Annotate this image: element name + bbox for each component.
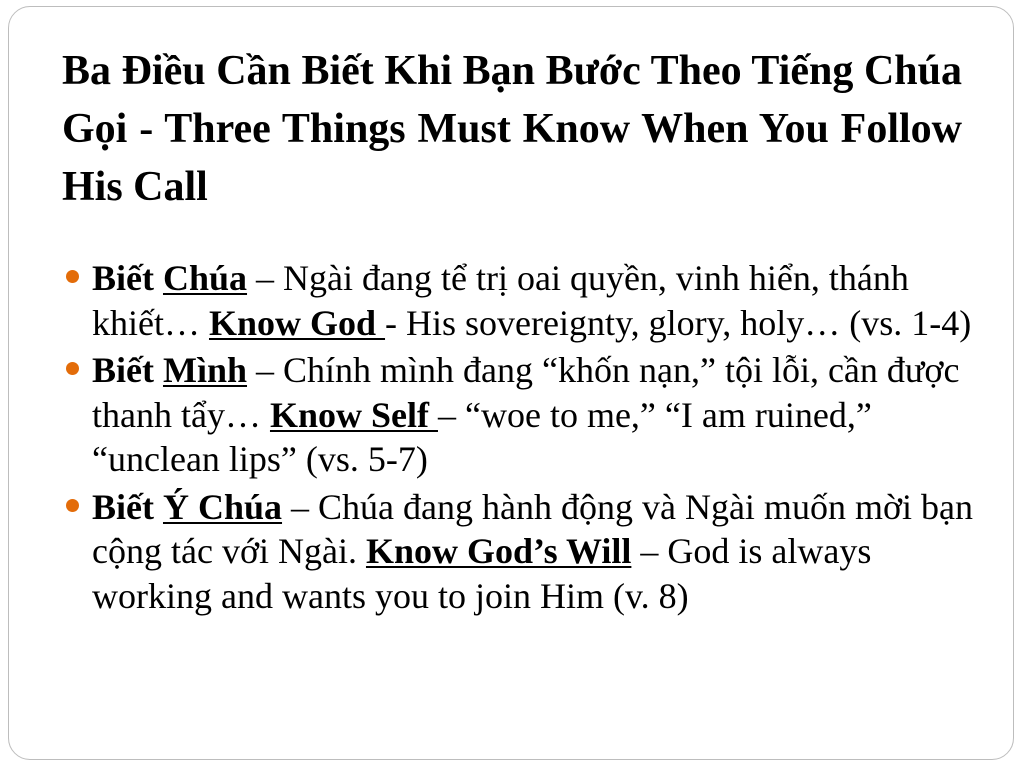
- bullet-keyword: Mình: [162, 350, 248, 390]
- bullet-dot-icon: [66, 499, 79, 512]
- bullet-keyword-en: Know God: [208, 302, 386, 343]
- bullet-keyword: Ý Chúa: [162, 486, 283, 527]
- bullet-list: [66, 256, 998, 621]
- bullet-lead: Biết: [92, 486, 163, 527]
- bullet-text-vi: – Chúa đang hành động và Ngài muốn mời bạn cộng tác với Ngài.: [92, 486, 973, 571]
- bullet-keyword: Chúa: [162, 258, 248, 298]
- bullet-dot-icon: [66, 362, 79, 375]
- bullet-item-know-god: [66, 256, 998, 345]
- bullet-lead: Biết: [92, 350, 163, 390]
- bullet-lead: Biết: [92, 258, 163, 298]
- bullet-item-know-gods-will: [66, 485, 998, 619]
- bullet-text-en: – God is always working and wants you to join Him (v. 8): [92, 531, 872, 616]
- bullet-keyword-en: Know Self: [269, 394, 438, 435]
- bullet-text-en: – “woe to me,” “I am ruined,” “unclean lips” (vs. 5-7): [92, 394, 872, 479]
- bullet-text-en: - His sovereignty, glory, holy… (vs. 1-4): [385, 302, 972, 343]
- bullet-text-vi: – Ngài đang tể trị oai quyền, vinh hiển, thánh khiết…: [92, 258, 909, 343]
- bullet-text-vi: – Chính mình đang “khốn nạn,” tội lỗi, cần được thanh tẩy…: [92, 350, 960, 435]
- slide-title: Ba Điều Cần Biết Khi Bạn Bước Theo Tiếng Chúa Gọi - Three Things Must Know When You Follow His Call: [62, 48, 962, 210]
- bullet-item-know-self: [66, 348, 998, 482]
- bullet-dot-icon: [66, 270, 79, 283]
- bullet-keyword-en: Know God’s Will: [365, 531, 632, 571]
